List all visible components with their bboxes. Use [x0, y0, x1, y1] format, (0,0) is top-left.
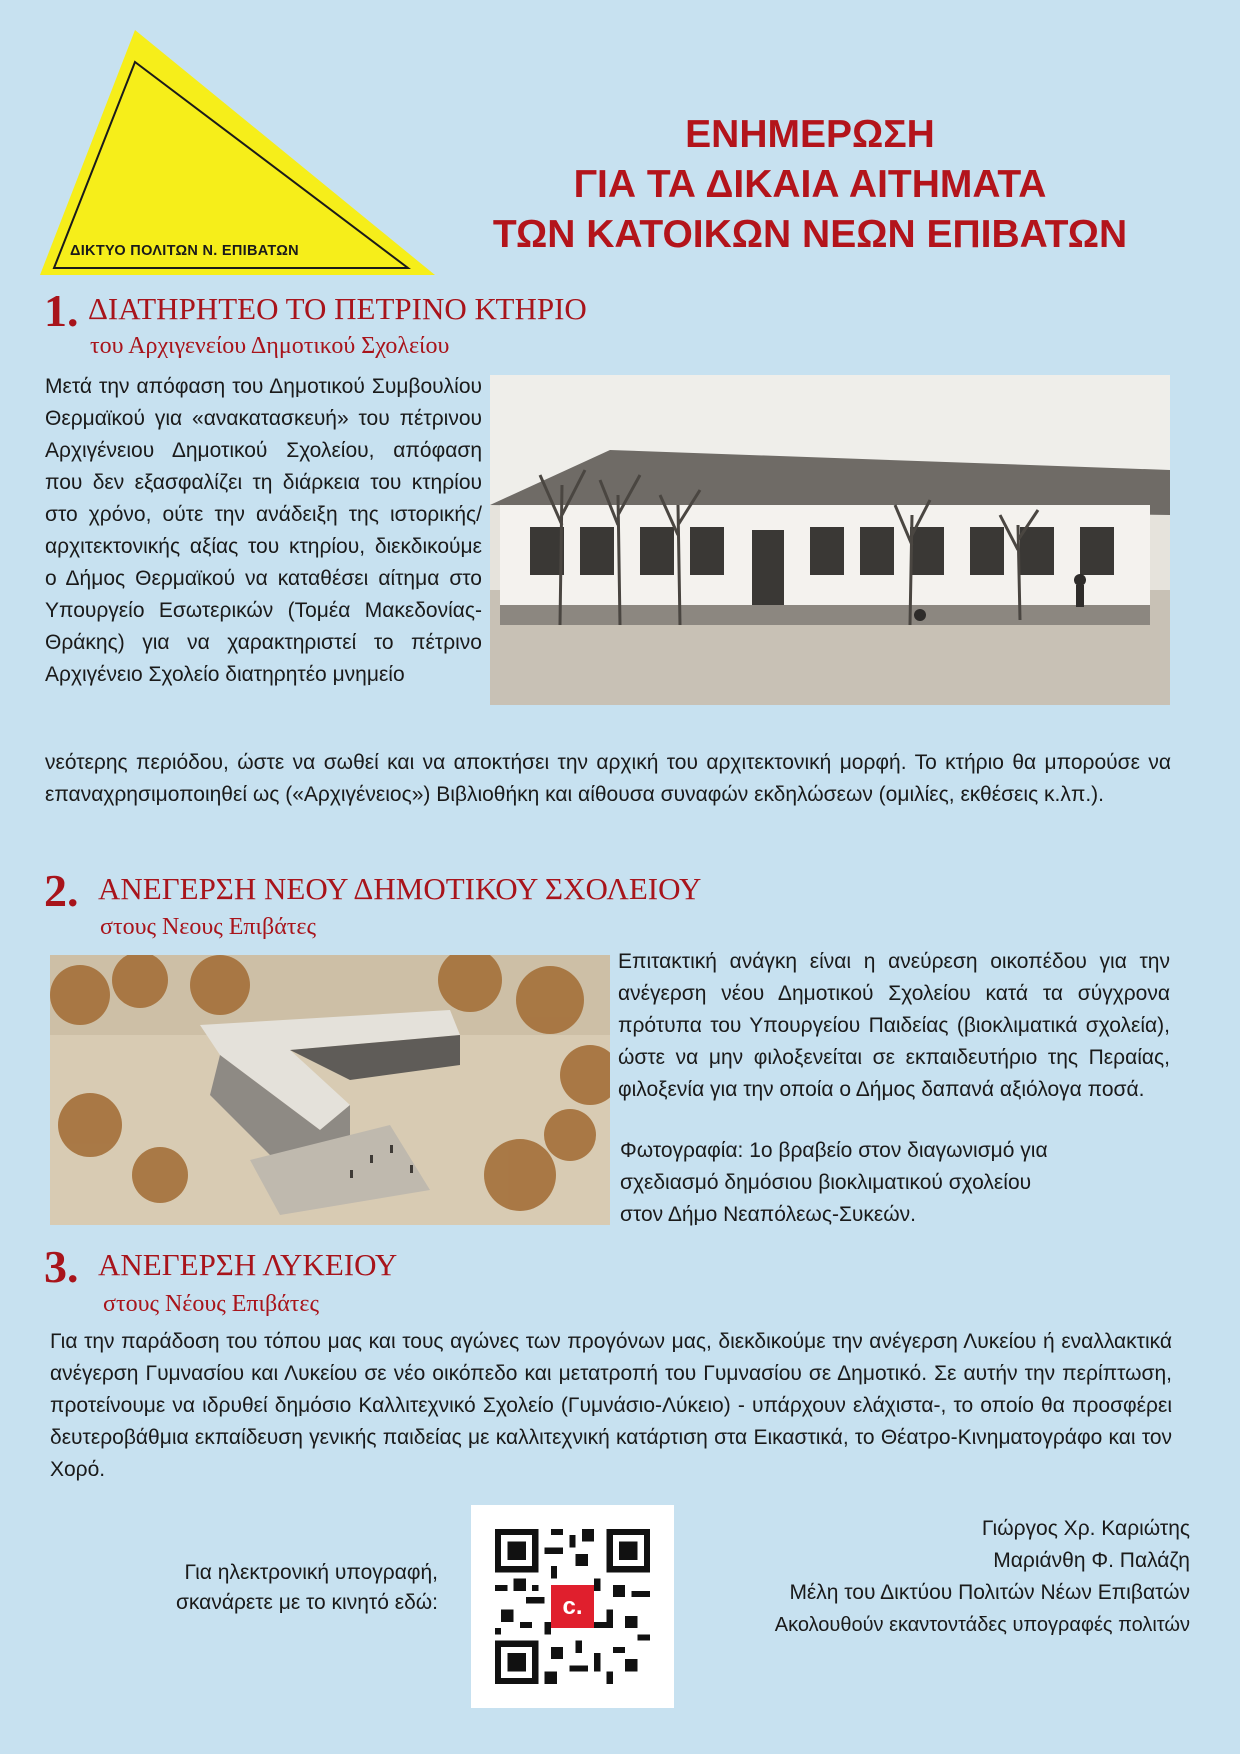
section-3-title: ΑΝΕΓΕΡΣΗ ΛΥΚΕΙΟΥ — [98, 1247, 398, 1282]
section-3-number: 3. — [44, 1241, 79, 1292]
section-1-number: 1. — [44, 285, 79, 336]
qr-prompt-line-2: σκανάρετε με το κινητό εδώ: — [175, 1591, 438, 1614]
section-1-text-full: νεότερης περιόδου, ώστε να σωθεί και να αποκτήσει την αρχική του αρχιτεκτονική μορφή. Το κτήριο θα μπορούσε να επαναχρησιμοποιηθεί ως («Αρχιγένειος») Βιβλιοθήκη και αίθουσα συναφών εκδηλώσεων (ομιλίες, εκθέσεις κ.λπ.). — [45, 751, 1171, 806]
section-1-subtitle: του Αρχιγενείου Δημοτικού Σχολείου — [90, 333, 450, 359]
signatory-1: Γιώργος Χρ. Καριώτης — [981, 1517, 1190, 1540]
title-line-2: ΓΙΑ ΤΑ ΔΙΚΑΙΑ ΑΙΤΗΜΑΤΑ — [573, 163, 1047, 206]
caption-line-1: Φωτογραφία: 1ο βραβείο στον διαγωνισμό για — [620, 1139, 1048, 1162]
section-2-caption — [620, 1135, 1172, 1231]
section-2-text: Επιτακτική ανάγκη είναι η ανεύρεση οικοπέδου για την ανέγερση νέου Δημοτικού Σχολείου κατά τα σύγχρονα πρότυπα του Υπουργείου Παιδείας (βιοκλιματικά σχολεία), ώστε να μην φιλοξενείται σε εκπαιδευτήριο της Περαίας, φιλοξενία για την οποία ο Δήμος δαπανά αξιόλογα ποσά. — [618, 950, 1170, 1101]
title-line-1: ΕΝΗΜΕΡΩΣΗ — [685, 113, 935, 156]
signatory-2: Μαριάνθη Φ. Παλάζη — [993, 1549, 1190, 1572]
section-2-number: 2. — [44, 865, 79, 916]
caption-line-3: στον Δήμο Νεαπόλεως-Συκεών. — [620, 1203, 916, 1226]
network-logo — [40, 30, 435, 275]
section-1-text-column: Μετά την απόφαση του Δημοτικού Συμβουλίου Θερμαϊκού για «ανακατασκευή» του πέτρινου Αρχιγένειου Δημοτικού Σχολείου, απόφαση που δεν εξασφαλίζει τη διάρκεια του κτηρίου στο χρόνο, ούτε την ανάδειξη της ιστορικής/αρχιτεκτονικής αξίας του κτηρίου, διεκδικούμε ο Δήμος Θερμαϊκού να καταθέσει αίτημα στο Υπουργείο Εσωτερικών (Τομέα Μακεδονίας-Θράκης) για να χαρακτηριστεί το πέτρινο Αρχιγένειο Σχολείο διατηρητέο μνημείο — [45, 375, 482, 686]
logo-text: ΔΙΚΤΥΟ ΠΟΛΙΤΩΝ Ν. ΕΠΙΒΑΤΩΝ — [70, 243, 299, 259]
section-2-title: ΑΝΕΓΕΡΣΗ ΝΕΟΥ ΔΗΜΟΤΙΚΟΥ ΣΧΟΛΕΙΟΥ — [98, 871, 702, 906]
signatory-role: Μέλη του Δικτύου Πολιτών Νέων Επιβατών — [789, 1581, 1190, 1604]
qr-prompt — [120, 1558, 438, 1618]
page-title — [440, 110, 1180, 260]
signatories — [660, 1513, 1190, 1641]
signatures-note: Ακολουθούν εκαντοντάδες υπογραφές πολιτών — [774, 1614, 1190, 1636]
title-line-3: ΤΩΝ ΚΑΤΟΙΚΩΝ ΝΕΩΝ ΕΠΙΒΑΤΩΝ — [492, 213, 1128, 256]
section-1-title: ΔΙΑΤΗΡΗΤΕΟ ΤΟ ΠΕΤΡΙΝΟ ΚΤΗΡΙΟ — [88, 291, 587, 326]
caption-line-2: σχεδιασμό δημόσιου βιοκλιματικού σχολείου — [620, 1171, 1032, 1194]
school-rendering-photo — [50, 955, 610, 1225]
qr-badge-text: c. — [562, 1593, 583, 1620]
old-school-photo — [490, 375, 1170, 705]
qr-prompt-line-1: Για ηλεκτρονική υπογραφή, — [184, 1561, 438, 1584]
qr-code[interactable] — [471, 1505, 674, 1708]
section-2-subtitle: στους Νεους Επιβάτες — [100, 914, 317, 940]
section-3-subtitle: στους Νέους Επιβάτες — [103, 1291, 320, 1317]
section-3-text: Για την παράδοση του τόπου μας και τους αγώνες των προγόνων μας, διεκδικούμε την ανέγερση Λυκείου ή εναλλακτικά ανέγερση Γυμνασίου και Λυκείου σε νέο οικόπεδο και μετατροπή του Γυμνασίου σε Δημοτικό. Σε αυτήν την περίπτωση, προτείνουμε να ιδρυθεί δημόσιο Καλλιτεχνικό Σχολείο (Γυμνάσιο-Λύκειο) - υπάρχουν ελάχιστα-, το οποίο θα προσφέρει δευτεροβάθμια εκπαίδευση γενικής παιδείας με καλλιτεχνική κατάρτιση στα Εικαστικά, το Θέατρο-Κινηματογράφο και τον Χορό. — [50, 1330, 1172, 1481]
